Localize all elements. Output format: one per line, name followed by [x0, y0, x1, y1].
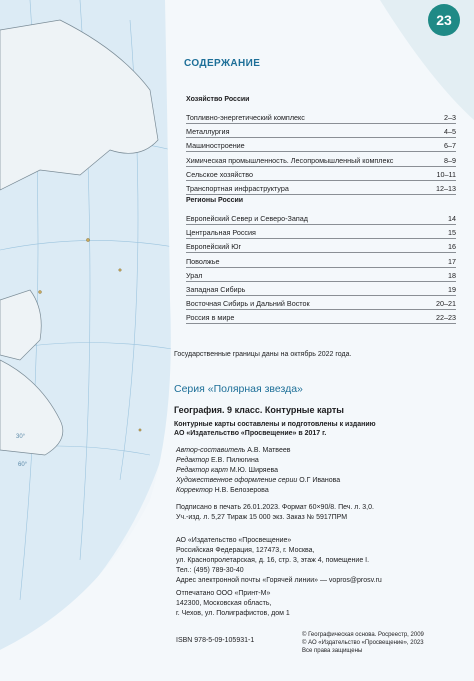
toc-row [186, 240, 456, 253]
print-info [176, 503, 374, 523]
toc-row-pages: 19 [448, 285, 456, 294]
credit-line: Редактор карт М.Ю. Ширяева [176, 467, 279, 474]
credit-line: Редактор Е.В. Пилюгина [176, 457, 259, 464]
toc-row-pages: 8–9 [444, 155, 456, 165]
meridian-label-30: 30° [16, 434, 26, 440]
copyright [302, 631, 472, 655]
publisher-line: АО «Издательство «Просвещение» [176, 537, 292, 544]
toc-row [186, 269, 456, 282]
copyright-line: © АО «Издательство «Просвещение», 2023 [302, 640, 424, 646]
toc-row-pages: 15 [448, 228, 456, 238]
toc-section-title: Хозяйство России [186, 96, 250, 103]
series-title: Серия «Полярная звезда» [174, 383, 303, 395]
meridian-label-60: 60° [18, 462, 28, 468]
toc-row-label: Металлургия [186, 127, 230, 137]
toc-row-label: Европейский Юг [186, 242, 242, 252]
toc-row-pages: 17 [448, 256, 456, 266]
printer-line: г. Чехов, ул. Полиграфистов, дом 1 [176, 610, 290, 617]
toc-row-label: Сельское хозяйство [186, 169, 253, 179]
toc-row [186, 212, 456, 225]
toc-row [186, 139, 456, 152]
print-line: Уч.-изд. л. 5,27 Тираж 15 000 экз. Заказ № 5917ПРМ [176, 514, 348, 521]
publisher-line: Адрес электронной почты «Горячей линии» — vopros@prosv.ru [176, 577, 382, 584]
toc-row-label: Поволжье [186, 256, 220, 266]
credits [176, 446, 340, 496]
toc-row-pages: 20–21 [436, 299, 456, 309]
toc-row-pages: 14 [448, 214, 456, 223]
copyright-line: © Географическая основа. Росреестр, 2009 [302, 632, 424, 638]
toc-row-label: Химическая промышленность. Лесопромышленный комплекс [186, 155, 394, 165]
credit-line: Автор-составитель А.В. Матвеев [176, 447, 291, 454]
toc-row-pages: 16 [448, 242, 456, 252]
toc-row [186, 226, 456, 239]
toc-row [186, 182, 456, 195]
toc-row-label: Транспортная инфраструктура [186, 184, 289, 193]
toc-row [186, 255, 456, 268]
prepared-note [174, 420, 464, 438]
toc-row [186, 168, 456, 181]
printer-info [176, 589, 290, 619]
toc-row-pages: 22–23 [436, 313, 456, 323]
credit-line: Корректор Н.В. Белозерова [176, 487, 269, 494]
publisher-line: ул. Краснопролетарская, д. 16, стр. 3, этаж 4, помещение I. [176, 557, 370, 564]
toc-row-pages: 6–7 [444, 141, 456, 151]
publisher-line: Российская Федерация, 127473, г. Москва, [176, 547, 315, 554]
printer-line: Отпечатано ООО «Принт-М» [176, 590, 271, 597]
toc-row [186, 125, 456, 138]
toc-section-title: Регионы России [186, 197, 244, 204]
toc-row-label: Центральная Россия [186, 228, 256, 238]
publisher-info [176, 536, 382, 586]
toc-row-label: Топливно-энергетический комплекс [186, 113, 305, 122]
isbn: ISBN 978-5-09-105931-1 [176, 637, 255, 644]
toc-row [186, 111, 456, 124]
page-number-badge: 23 [428, 4, 460, 36]
toc-row-pages: 4–5 [444, 127, 456, 137]
toc-row-label: Западная Сибирь [186, 285, 246, 294]
printer-line: 142300, Московская область, [176, 600, 272, 607]
toc-row-pages: 2–3 [444, 113, 456, 122]
toc-row-label: Россия в мире [186, 313, 235, 323]
toc-row-label: Европейский Север и Северо-Запад [186, 214, 308, 223]
toc-row-label: Восточная Сибирь и Дальний Восток [186, 299, 310, 309]
publisher-line: Тел.: (495) 789-30-40 [176, 567, 244, 574]
toc-row [186, 311, 456, 324]
borders-note: Государственные границы даны на октябрь 2022 года. [174, 351, 352, 358]
toc-row-pages: 18 [448, 270, 456, 280]
toc-row-pages: 12–13 [436, 184, 456, 193]
toc-row-label: Машиностроение [186, 141, 245, 151]
print-line: Подписано в печать 26.01.2023. Формат 60×90/8. Печ. л. 3,0. [176, 504, 374, 511]
toc-row [186, 154, 456, 167]
contents-heading: СОДЕРЖАНИЕ [184, 58, 261, 69]
prepared-line: Контурные карты составлены и подготовлены к изданию [174, 421, 376, 428]
toc-row [186, 297, 456, 310]
book-title: География. 9 класс. Контурные карты [174, 405, 344, 415]
toc-row-label: Урал [186, 270, 203, 280]
prepared-line: АО «Издательство «Просвещение» в 2017 г. [174, 430, 327, 437]
copyright-line: Все права защищены [302, 648, 363, 654]
toc-row-pages: 10–11 [436, 169, 456, 179]
credit-line: Художественное оформление серии О.Г Иванова [176, 477, 341, 484]
toc-row [186, 283, 456, 296]
